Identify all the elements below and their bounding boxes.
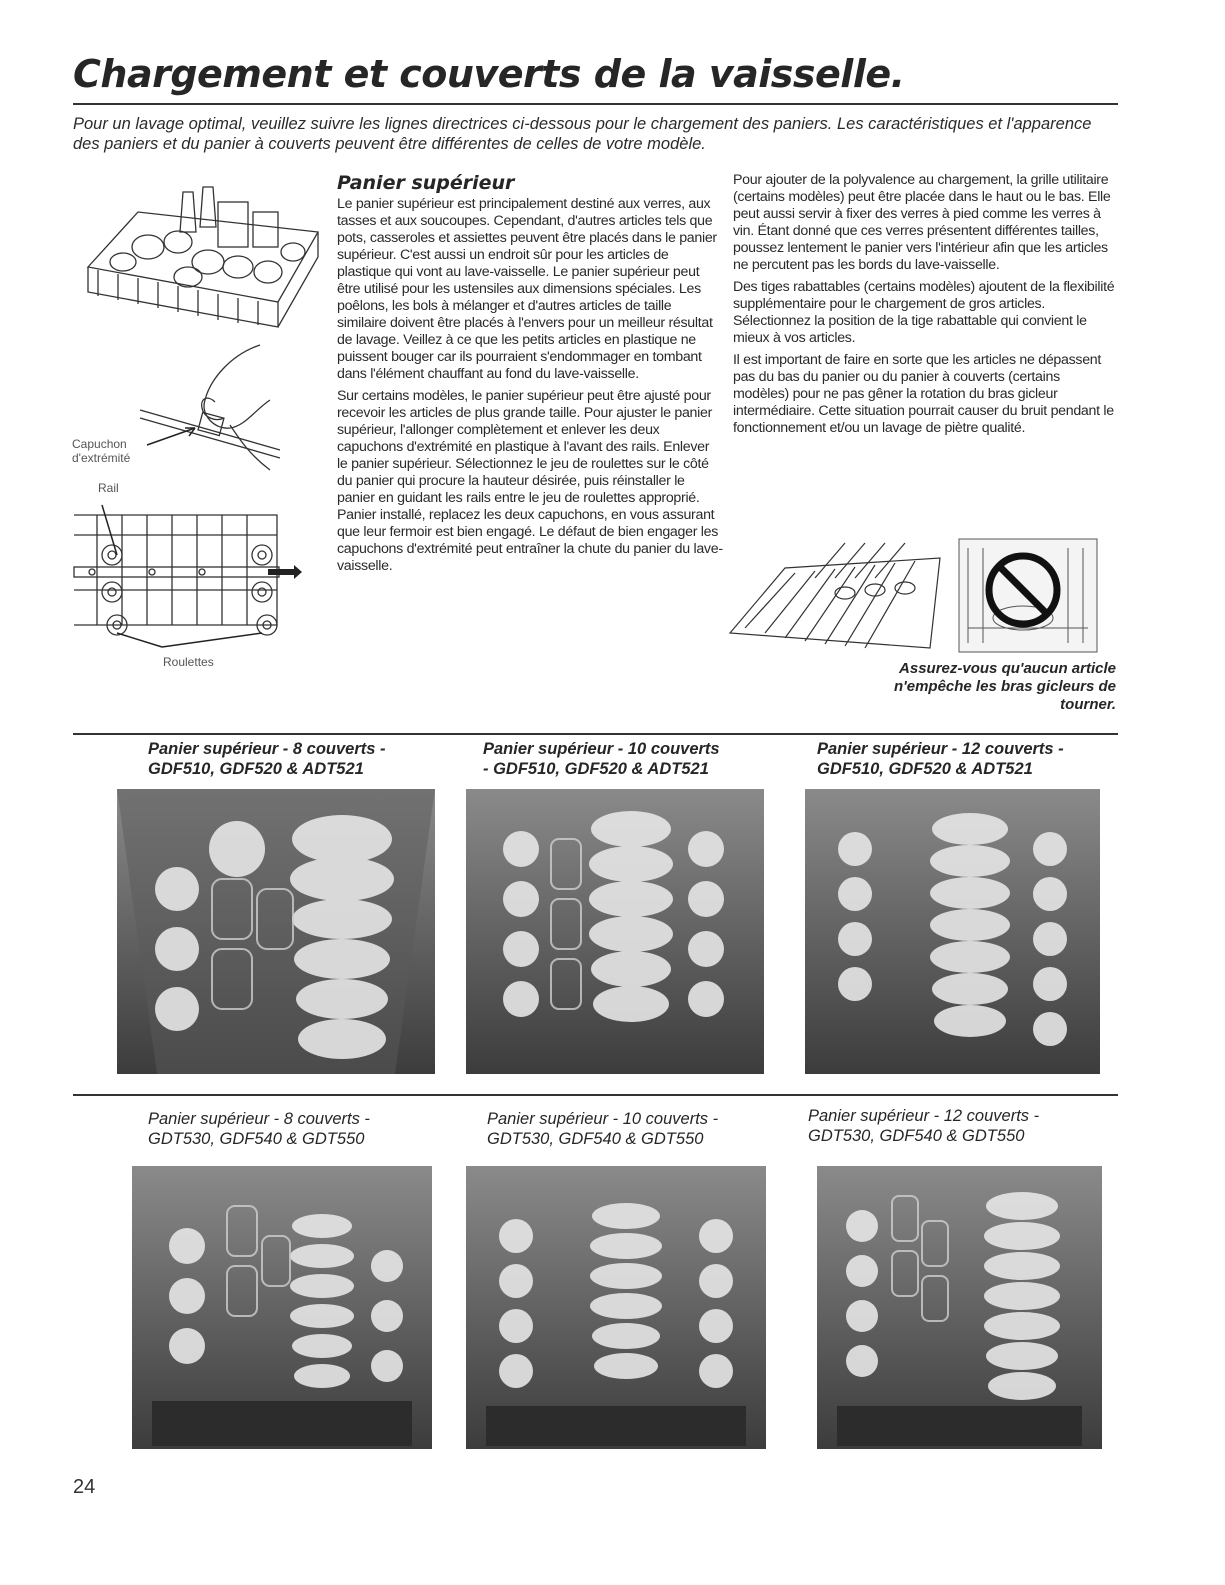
rack-photo-10-place-b (466, 1166, 766, 1449)
section-heading: Panier supérieur (337, 172, 515, 194)
upper-rack-illustration (78, 172, 328, 332)
utility-shelf-illustration (725, 538, 947, 660)
photo-caption: Panier supérieur - 10 couverts - GDT530, GDF540 & GDT550 (487, 1110, 719, 1148)
rail-label: Rail (98, 481, 119, 495)
page-title: Chargement et couverts de la vaisselle. (73, 52, 905, 96)
rack-photo-12-place (805, 789, 1100, 1074)
rail-rollers-illustration (72, 495, 304, 655)
paragraph: Des tiges rabattables (certains modèles) ajoutent de la flexibilité supplémentaire pour le chargement de gros articles. Sélectionnez la position de la tige rabattable qui convient le mieux à vos articles. (733, 279, 1115, 346)
rollers-label: Roulettes (163, 655, 214, 669)
rack-photo-8-place-b (132, 1166, 432, 1449)
photo-caption: Panier supérieur - 8 couverts - GDF510, GDF520 & ADT521 (148, 740, 386, 778)
paragraph: Pour ajouter de la polyvalence au chargement, la grille utilitaire (certains modèles) peut être placée dans le haut ou le bas. Elle peut aussi servir à fixer des verres à pied comme les verres à vin. Étant donné que ces verres présentent différentes tailles, poussez lentement le panier vers l'intérieur afin que les articles ne percutent pas les bords du lave-vaisselle. (733, 172, 1111, 273)
page-number: 24 (73, 1476, 96, 1498)
cap-arrow (145, 420, 205, 450)
utility-text (733, 172, 1118, 442)
intro-text: Pour un lavage optimal, veuillez suivre les lignes directrices ci-dessous pour le chargement des paniers. Les caractéristiques et l'apparence des paniers et du panier à couverts peuvent être différentes de celles de votre modèle. (73, 115, 1092, 153)
rack-photo-10-place (466, 789, 764, 1074)
photo-caption: Panier supérieur - 12 couverts - GDF510, GDF520 & ADT521 (817, 740, 1064, 778)
photo-caption: Panier supérieur - 12 couverts - GDT530, GDF540 & GDT550 (808, 1107, 1040, 1145)
paragraph: Sur certains modèles, le panier supérieur peut être ajusté pour recevoir les articles de plus grande taille. Pour ajuster le panier supérieur, l'allonger complètement et enlever les deux capuchons d'extrémité en plastique à l'avant des rails. Enlever le panier supérieur. Sélectionnez le jeu de roulettes sur le côté du panier qui procure la hauteur désirée, puis réinstaller le panier en guidant les rails entre le jeu de roulettes approprié. Panier installé, replacez les deux capuchons, en vous assurant que leur fermoir est bien engagé. Le défaut de bien engager les capuchons d'extrémité peut entraîner la chute du panier du lave-vaisselle. (337, 388, 723, 574)
rack-photo-12-place-b (817, 1166, 1102, 1449)
no-obstruction-illustration (958, 538, 1098, 653)
upper-rack-text (337, 196, 723, 580)
section-rule (73, 733, 1118, 735)
rack-photo-8-place (117, 789, 435, 1074)
paragraph: Le panier supérieur est principalement destiné aux verres, aux tasses et aux soucoupes. Cependant, d'autres articles tels que pots, casseroles et assiettes peuvent être placés dans le panier supérieur. C'est aussi un endroit sûr pour les articles de plastique qui vont au lave-vaisselle. Le panier supérieur peut être utilisé pour les ustensiles aux dimensions spéciales. Les poêlons, les bols à mélanger et d'autres articles de taille similaire doivent être placés à l'envers pour un meilleur résultat de lavage. Veillez à ce que les petits articles en plastique ne puissent bouger car ils pourraient s'endommager en tombant dans l'élément chauffant au fond du lave-vaisselle. (337, 196, 717, 382)
paragraph: Il est important de faire en sorte que les articles ne dépassent pas du bas du panier ou du panier à couverts (certains modèles) pour ne pas gêner la rotation du bras gicleur intermédiaire. Cette situation pourrait causer du bruit pendant le fonctionnement et/ou un lavage de piètre qualité. (733, 352, 1114, 436)
section-rule (73, 1094, 1118, 1096)
photo-caption: Panier supérieur - 8 couverts - GDT530, GDF540 & GDT550 (148, 1110, 370, 1148)
photo-caption: Panier supérieur - 10 couverts - GDF510, GDF520 & ADT521 (483, 740, 720, 778)
cap-label: Capuchon d'extrémité (72, 437, 131, 465)
title-rule (73, 103, 1118, 105)
warning-caption: Assurez-vous qu'aucun article n'empêche les bras gicleurs de tourner. (894, 660, 1116, 713)
